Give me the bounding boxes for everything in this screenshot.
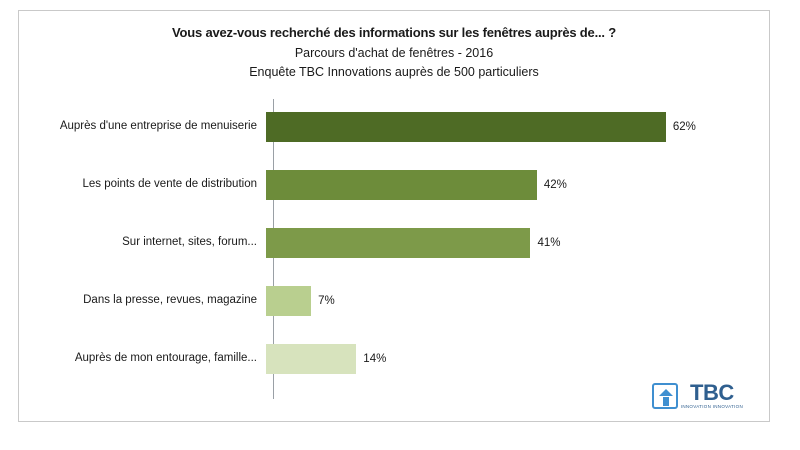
- chart-titles: [19, 11, 769, 79]
- chart-row: [19, 273, 769, 329]
- chart-subtitle: Parcours d'achat de fenêtres - 2016: [294, 46, 494, 60]
- bar-value-label: 41%: [537, 237, 561, 249]
- bar[interactable]: [266, 286, 311, 316]
- chart-row: [19, 215, 769, 271]
- bar-group: [266, 112, 696, 142]
- logo-name: TBC: [690, 380, 734, 406]
- bar-value-label: 42%: [543, 179, 567, 191]
- category-label: Dans la presse, revues, magazine: [83, 294, 257, 307]
- plot-area: [19, 95, 769, 421]
- tbc-logo: [652, 380, 743, 409]
- category-label: Auprès d'une entreprise de menuiserie: [59, 120, 257, 133]
- category-label: Auprès de mon entourage, famille...: [74, 352, 257, 365]
- bar[interactable]: [266, 170, 537, 200]
- bar[interactable]: [266, 344, 356, 374]
- category-label: Sur internet, sites, forum...: [122, 236, 257, 249]
- bar[interactable]: [266, 228, 530, 258]
- chart-row: [19, 157, 769, 213]
- bar[interactable]: [266, 112, 666, 142]
- bar-group: [266, 228, 560, 258]
- chart-row: [19, 99, 769, 155]
- logo-wordmark: [680, 380, 743, 409]
- chart-subtitle-2: Enquête TBC Innovations auprès de 500 particuliers: [249, 65, 539, 79]
- bar-group: [266, 344, 386, 374]
- bar-value-label: 7%: [318, 295, 335, 307]
- bar-value-label: 14%: [363, 353, 387, 365]
- bar-group: [266, 286, 335, 316]
- house-icon: [652, 383, 678, 409]
- chart-card: [18, 10, 770, 422]
- bar-value-label: 62%: [672, 121, 696, 133]
- chart-title: Vous avez-vous recherché des informations sur les fenêtres auprès de... ?: [172, 25, 616, 40]
- chart-row: [19, 331, 769, 387]
- logo-tagline: INNOVATION INNOVATION: [680, 404, 743, 409]
- bars-container: [19, 99, 769, 399]
- category-label: Les points de vente de distribution: [82, 178, 257, 191]
- bar-group: [266, 170, 567, 200]
